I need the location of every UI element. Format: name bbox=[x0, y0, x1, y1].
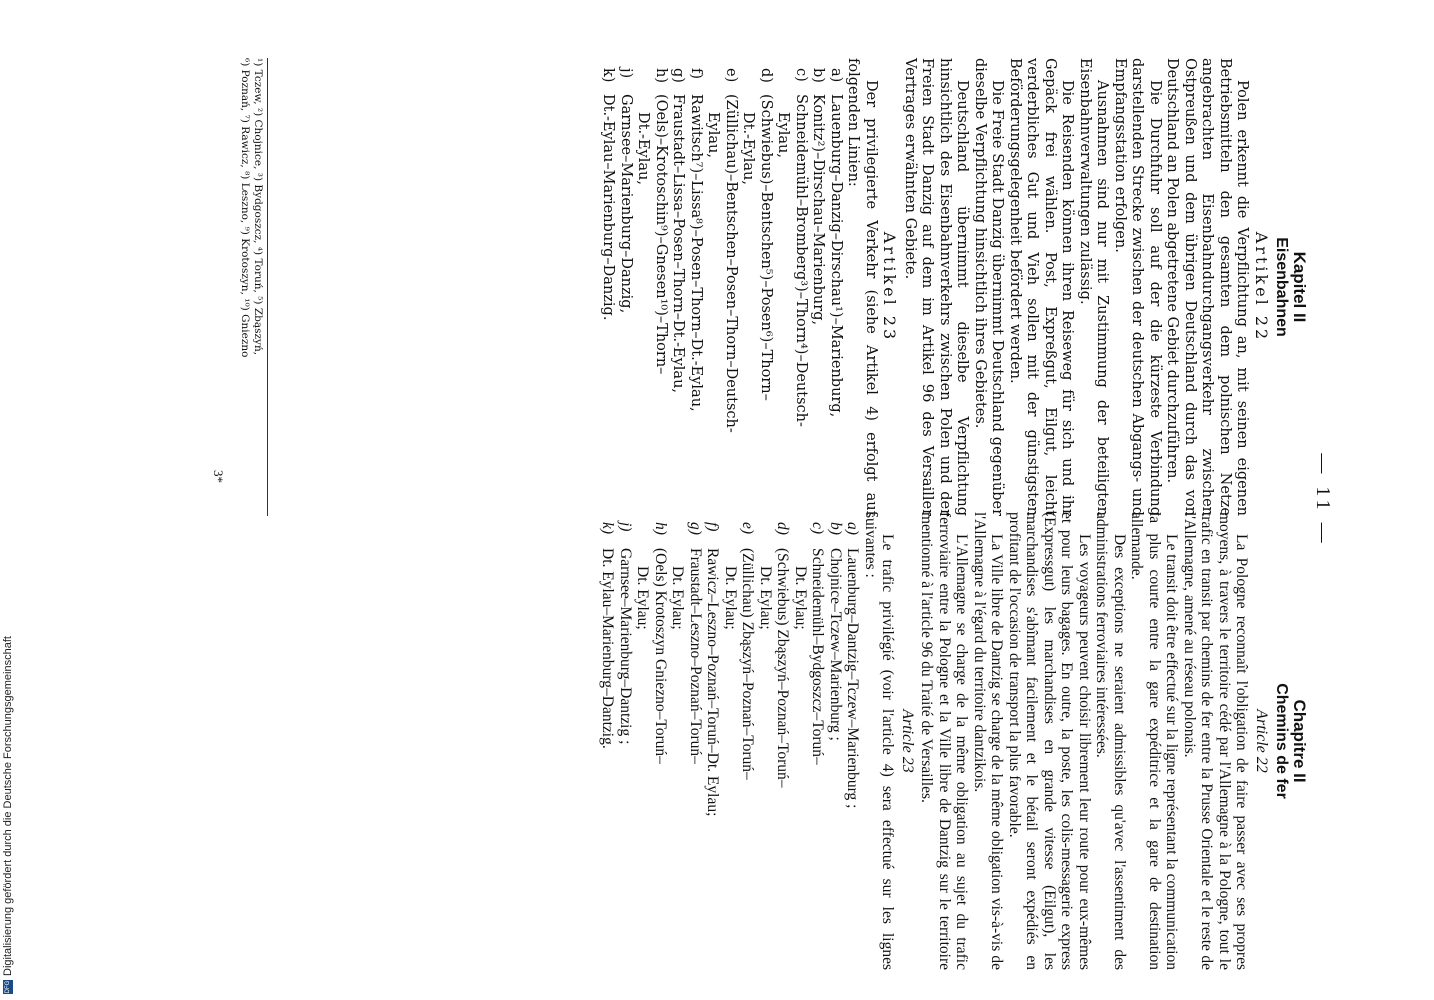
list-item-key: g) bbox=[670, 68, 687, 83]
french-article-22-title: Article 22 bbox=[1253, 709, 1270, 773]
list-item bbox=[617, 58, 635, 516]
list-item-text: (Züllichau)–Bentschen–Posen–Thorn–Deutsch- bbox=[723, 94, 739, 433]
list-item-continuation: Dt. Eylau; bbox=[669, 566, 687, 630]
french-art23-intro: Le trafic privilégié (voir l'article 4) sera effectué sur les lignes suivantes : bbox=[862, 512, 897, 970]
list-item bbox=[687, 512, 705, 970]
footnote-line: ⁶) Poznań, ⁷) Rawicz, ⁸) Leszno, ⁹) Krotoszyn, ¹⁰) Gniezno bbox=[239, 58, 251, 358]
german-chapter-title: Kapitel II bbox=[1290, 251, 1309, 323]
list-item bbox=[722, 58, 740, 516]
list-item bbox=[774, 512, 792, 970]
list-item-text: Lauenburg–Dantzig–Tczew–Marienburg ; bbox=[844, 548, 862, 809]
list-item-text: Dt.-Eylau–Marienburg–Danzig. bbox=[600, 94, 617, 321]
list-item-text: (Schwiebus) Zbąszyń–Poznań–Toruń– bbox=[774, 548, 792, 788]
dfg-logo-icon: DFG bbox=[5, 980, 12, 994]
list-item bbox=[757, 58, 775, 516]
digitization-credit-text: Digitalisierung gefördert durch die Deutsche Forschungsgemeinschaft bbox=[2, 636, 14, 976]
german-chapter-subtitle: Eisenbahnen bbox=[1273, 237, 1290, 337]
french-article-23-title: Article 23 bbox=[899, 709, 916, 773]
list-item-key: g) bbox=[687, 522, 704, 535]
list-item-continuation: Dt. Eylau; bbox=[792, 566, 809, 630]
list-item-key: h) bbox=[652, 522, 669, 535]
french-art22-paragraph: Les voyageurs peuvent choisir librement leur route pour eux-mêmes et pour leurs bagages. En outre, la poste, les colis-messagerie express (Expressgut) les marchandises en grande vitesse (Eilgut), les marchandises s'abîmant facilement et le bétail seront expédiés en profitant de l'occasion de transport la plus favorable. bbox=[1006, 512, 1093, 970]
french-column bbox=[599, 512, 1308, 970]
list-item-continuation: Dt.-Eylau, bbox=[740, 112, 757, 185]
french-art22-paragraph: La Ville libre de Dantzig se charge de la même obligation vis-à-vis de l'Allemagne à l'égard du territoire dantzikois. bbox=[971, 512, 1006, 970]
list-item-key: h) bbox=[653, 68, 669, 83]
list-item bbox=[827, 58, 845, 516]
list-item-key: d) bbox=[774, 522, 792, 535]
german-art22-paragraph: Deutschland übernimmt dieselbe Verpflichtung hinsichtlich des Eisenbahnverkehrs zwischen Polen und der Freien Stadt Danzig auf dem im Artikel 96 des Versailler Vertrages erwähnten Gebiete. bbox=[902, 58, 971, 516]
list-item bbox=[844, 512, 862, 970]
list-item-key: b) bbox=[827, 522, 844, 535]
list-item bbox=[599, 512, 617, 970]
list-item-continuation: Dt. Eylau; bbox=[757, 566, 774, 630]
footnote-line: ¹) Tczew, ²) Chojnice, ³) Bydgoszcz, ⁴) Toruń, ⁵) Zbąszyń, bbox=[252, 58, 264, 356]
list-item bbox=[687, 58, 705, 516]
french-chapter-title: Chapitre II bbox=[1290, 699, 1309, 783]
list-item-key: f) bbox=[704, 522, 722, 532]
list-item-key: j) bbox=[617, 522, 634, 532]
french-art22-paragraph: La Pologne reconnaît l'obligation de faire passer avec ses propres moyens, à travers le territoire cédé par l'Allemagne à la Pologne, tout le trafic en transit par chemins de fer entre la Prusse Orientale et le reste de l'Allemagne, amené au réseau polonais. bbox=[1181, 512, 1251, 970]
list-item bbox=[739, 512, 757, 970]
german-article-23-title: Artikel 23 bbox=[880, 231, 900, 343]
list-item-key: f) bbox=[688, 68, 704, 80]
list-item-key: k) bbox=[599, 522, 617, 535]
german-art22-paragraph: Die Reisenden können ihren Reiseweg für sich und ihr Gepäck frei wählen. Post, Expreßgut, Eilgut, leicht verderbliches Gut und Vieh sollen mit der günstigsten Beförderungsgelegenheit befördert werden. bbox=[1007, 58, 1076, 516]
list-item-text: Fraustadt–Leszno–Poznań–Toruń– bbox=[687, 548, 704, 764]
list-item-key: a) bbox=[844, 522, 862, 535]
list-item-key: e) bbox=[739, 522, 757, 535]
list-item-continuation: Eylau, bbox=[705, 112, 722, 159]
list-item-continuation: Dt. Eylau; bbox=[722, 566, 739, 630]
german-art23-intro: Der privilegierte Verkehr (siehe Artikel 4) erfolgt auf folgenden Linien: bbox=[845, 58, 879, 516]
french-art22-paragraph: Des exceptions ne seraient admissibles qu'avec l'assentiment des administrations ferroviaires intéressées. bbox=[1093, 512, 1128, 970]
list-item-text: (Züllichau) Zbąszyń–Poznań–Toruń– bbox=[739, 548, 757, 780]
list-item-continuation: Eylau, bbox=[775, 112, 792, 159]
printer-signature-mark: 3* bbox=[211, 470, 226, 483]
list-item bbox=[809, 58, 827, 516]
german-art22-paragraph: Ausnahmen sind nur mit Zustimmung der beteiligten Eisenbahnverwaltungen zulässig. bbox=[1077, 58, 1111, 516]
list-item-text: (Oels)–Krotoschin⁹)–Gnesen¹⁰)–Thorn– bbox=[653, 94, 669, 375]
list-item bbox=[809, 512, 827, 970]
german-route-list bbox=[599, 58, 844, 516]
digitization-credit bbox=[2, 636, 14, 994]
german-art22-paragraph: Die Freie Stadt Danzig übernimmt Deutschland gegenüber dieselbe Verpflichtung hinsichtlich ihres Gebietes. bbox=[972, 58, 1006, 516]
list-item-text: Schneidemühl–Bydgoszcz–Toruń– bbox=[809, 548, 827, 765]
list-item bbox=[792, 58, 810, 516]
list-item bbox=[652, 512, 670, 970]
french-route-list bbox=[599, 512, 862, 970]
list-item-text: Garnsee–Marienburg–Dantzig ; bbox=[617, 548, 634, 745]
list-item-key: j) bbox=[618, 68, 634, 79]
french-chapter-subtitle: Chemins de fer bbox=[1273, 683, 1290, 799]
german-article-22-title: Artikel 22 bbox=[1252, 231, 1271, 343]
list-item-text: Konitz²)–Dirschau–Marienburg, bbox=[810, 94, 827, 326]
list-item-key: k) bbox=[600, 68, 617, 83]
list-item-text: (Oels) Krotoszyn Gniezno–Toruń– bbox=[652, 548, 669, 764]
list-item-text: Schneidemühl–Bromberg³)–Thorn⁴)–Deutsch- bbox=[793, 94, 809, 427]
french-art22-paragraph: Le transit doit être effectué sur la ligne représentant la communication la plus courte entre la gare expéditrice et la gare de destination allemande. bbox=[1128, 512, 1181, 970]
list-item-text: Rawitsch⁷)–Lissa⁸)–Posen–Thorn–Dt.-Eylau, bbox=[688, 94, 704, 412]
list-item bbox=[652, 58, 670, 516]
french-art22-paragraph: L'Allemagne se charge de la même obligation au sujet du trafic ferroviaire entre la Pologne et la Ville libre de Dantzig sur le territoire mentionné à l'article 96 du Traité de Versailles. bbox=[918, 512, 971, 970]
list-item-key: e) bbox=[723, 68, 739, 83]
list-item-key: d) bbox=[758, 68, 774, 83]
list-item-text: Fraustadt–Lissa–Posen–Thorn–Dt.-Eylau, bbox=[670, 94, 687, 394]
list-item bbox=[669, 58, 687, 516]
list-item bbox=[827, 512, 845, 970]
list-item-text: Dt. Eylau–Marienburg–Dantzig. bbox=[599, 548, 617, 749]
list-item bbox=[599, 58, 617, 516]
list-item bbox=[704, 512, 722, 970]
footnotes bbox=[238, 58, 268, 516]
list-item-text: Garnsee–Marienburg–Danzig, bbox=[618, 94, 634, 314]
page-number: — 11 — bbox=[1312, 453, 1334, 547]
list-item-key: c) bbox=[793, 68, 809, 82]
list-item-text: (Schwiebus)–Bentschen⁵)–Posen⁶)–Thorn– bbox=[758, 94, 774, 401]
list-item-key: b) bbox=[810, 68, 827, 83]
german-art22-paragraph: Die Durchfuhr soll auf der die kürzeste Verbindung darstellenden Strecke zwischen der deutschen Abgangs- und Empfangsstation erfolgen. bbox=[1112, 58, 1163, 516]
list-item-key: a) bbox=[828, 68, 844, 83]
list-item-text: Lauenburg–Danzig–Dirschau¹)–Marienburg, bbox=[828, 94, 844, 418]
list-item-continuation: Dt. Eylau; bbox=[634, 566, 652, 630]
german-column bbox=[599, 58, 1308, 516]
list-item bbox=[617, 512, 635, 970]
german-art22-paragraph: Polen erkennt die Verpflichtung an, mit seinen eigenen Betriebsmitteln den gesamten dem polnischen Netze angebrachten Eisenbahndurchgangsverkehr zwischen Ostpreußen und dem übrigen Deutschland durch das von Deutschland an Polen abgetretene Gebiet durchzuführen. bbox=[1164, 58, 1251, 516]
list-item-text: Rawicz–Leszno–Poznań–Toruń–Dt. Eylau; bbox=[704, 548, 722, 817]
list-item-key: c) bbox=[809, 522, 827, 535]
list-item-text: Chojnice–Tczew–Marienburg ; bbox=[827, 548, 844, 741]
list-item-continuation: Dt.-Eylau, bbox=[635, 112, 652, 185]
